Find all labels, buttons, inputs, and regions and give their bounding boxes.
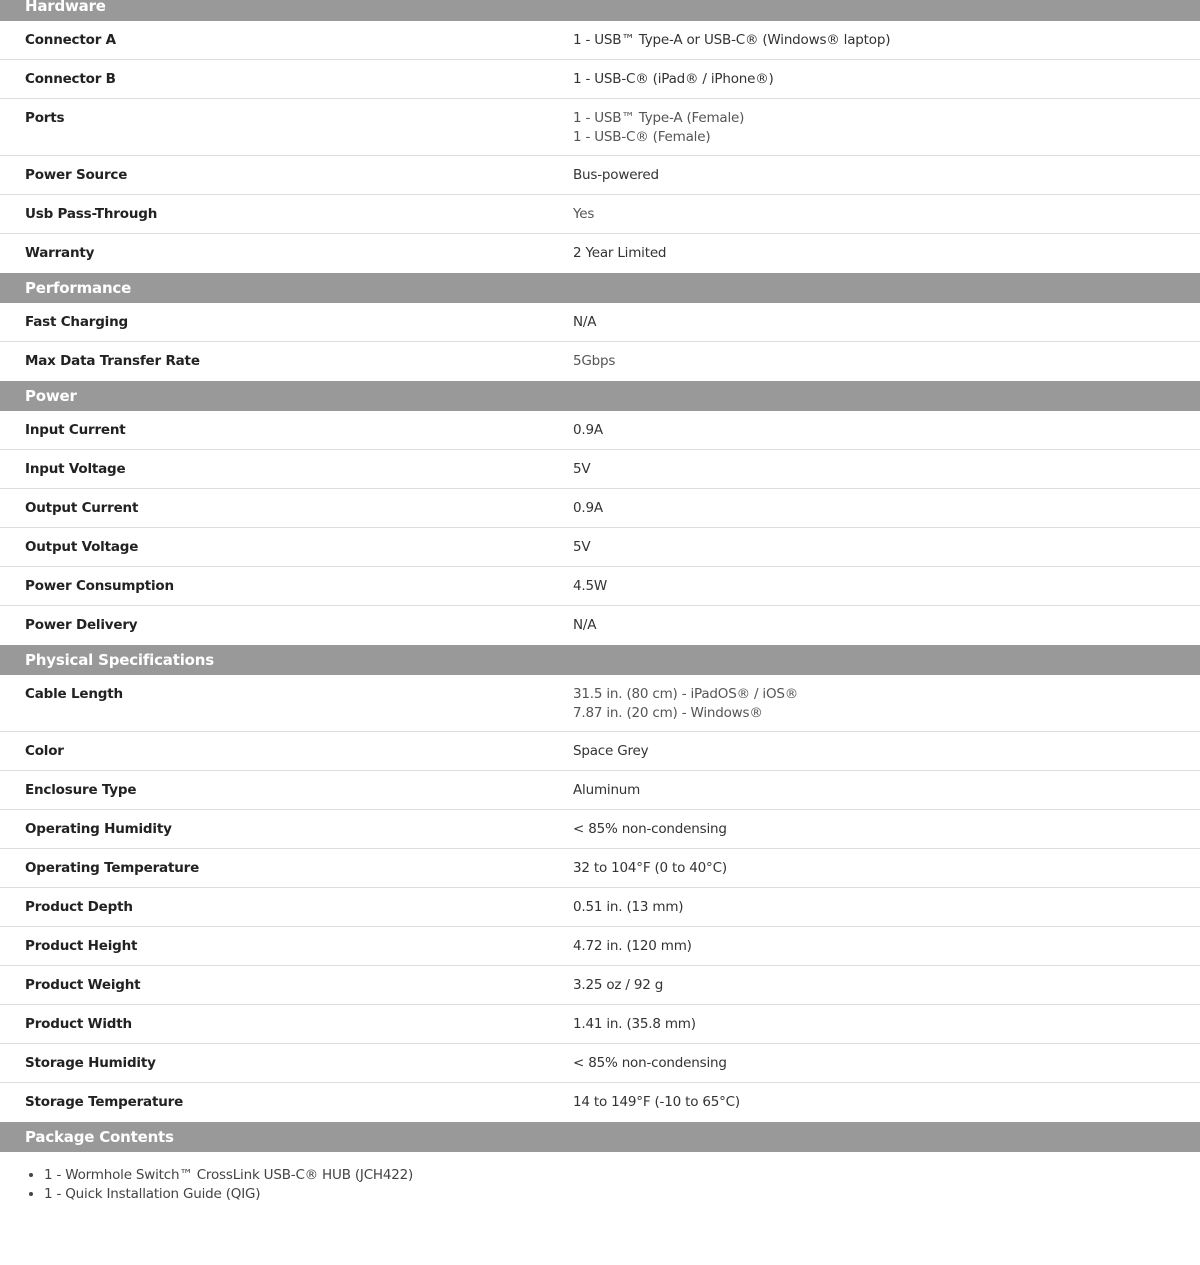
spec-row bbox=[0, 606, 1200, 645]
spec-value: 5V bbox=[573, 539, 591, 555]
spec-label: Max Data Transfer Rate bbox=[25, 353, 200, 369]
spec-row bbox=[0, 888, 1200, 927]
spec-row bbox=[0, 234, 1200, 273]
spec-label: Warranty bbox=[25, 245, 95, 261]
spec-value bbox=[573, 685, 1200, 722]
spec-value: 0.51 in. (13 mm) bbox=[573, 899, 684, 915]
spec-value: Yes bbox=[573, 206, 595, 222]
spec-value: 2 Year Limited bbox=[573, 245, 667, 261]
spec-row bbox=[0, 732, 1200, 771]
spec-value: < 85% non-condensing bbox=[573, 821, 727, 837]
spec-label: Usb Pass-Through bbox=[25, 206, 158, 222]
spec-label: Product Height bbox=[25, 938, 138, 954]
spec-row bbox=[0, 156, 1200, 195]
spec-value: 1 - USB-C® (iPad® / iPhone®) bbox=[573, 71, 774, 87]
spec-row bbox=[0, 21, 1200, 60]
spec-label: Connector A bbox=[25, 32, 116, 48]
section-header-power: Power bbox=[0, 381, 1200, 411]
spec-label: Operating Humidity bbox=[25, 821, 172, 837]
list-item: • 1 - Quick Installation Guide (QIG) bbox=[44, 1185, 1200, 1204]
spec-label: Output Current bbox=[25, 500, 139, 516]
spec-value: Bus-powered bbox=[573, 167, 659, 183]
spec-row bbox=[0, 810, 1200, 849]
spec-value: 4.5W bbox=[573, 578, 608, 594]
spec-label: Product Weight bbox=[25, 977, 141, 993]
spec-row bbox=[0, 675, 1200, 732]
spec-label: Storage Humidity bbox=[25, 1055, 156, 1071]
spec-value: N/A bbox=[573, 314, 597, 330]
spec-value: 32 to 104°F (0 to 40°C) bbox=[573, 860, 727, 876]
spec-row bbox=[0, 1044, 1200, 1083]
spec-label: Enclosure Type bbox=[25, 782, 137, 798]
spec-value: 4.72 in. (120 mm) bbox=[573, 938, 692, 954]
spec-value: 1.41 in. (35.8 mm) bbox=[573, 1016, 696, 1032]
spec-value: < 85% non-condensing bbox=[573, 1055, 727, 1071]
spec-row bbox=[0, 489, 1200, 528]
spec-row bbox=[0, 450, 1200, 489]
spec-row bbox=[0, 342, 1200, 381]
spec-row bbox=[0, 411, 1200, 450]
spec-row bbox=[0, 849, 1200, 888]
spec-row bbox=[0, 966, 1200, 1005]
spec-label: Power Source bbox=[25, 167, 128, 183]
spec-value-line: 1 - USB™ Type-A (Female) bbox=[573, 110, 745, 126]
list-item: • 1 - Wormhole Switch™ CrossLink USB-C® HUB (JCH422) bbox=[44, 1166, 1200, 1185]
package-list bbox=[25, 1166, 1200, 1203]
spec-label: Operating Temperature bbox=[25, 860, 200, 876]
section-header-package: Package Contents bbox=[0, 1122, 1200, 1152]
spec-row bbox=[0, 528, 1200, 567]
spec-row bbox=[0, 1083, 1200, 1122]
section-header-hardware: Hardware bbox=[0, 0, 1200, 21]
spec-label: Color bbox=[25, 743, 64, 759]
spec-value: 5V bbox=[573, 461, 591, 477]
spec-row bbox=[0, 99, 1200, 156]
spec-value: 0.9A bbox=[573, 422, 603, 438]
spec-row bbox=[0, 195, 1200, 234]
spec-value-line: 31.5 in. (80 cm) - iPadOS® / iOS® bbox=[573, 686, 799, 702]
spec-row bbox=[0, 771, 1200, 810]
spec-value: 5Gbps bbox=[573, 353, 616, 369]
spec-label: Cable Length bbox=[25, 686, 123, 702]
spec-label: Product Depth bbox=[25, 899, 133, 915]
spec-value: N/A bbox=[573, 617, 597, 633]
spec-value-line: 1 - USB-C® (Female) bbox=[573, 128, 711, 145]
spec-label: Storage Temperature bbox=[25, 1094, 184, 1110]
spec-label: Input Current bbox=[25, 422, 126, 438]
spec-row bbox=[0, 567, 1200, 606]
section-header-physical: Physical Specifications bbox=[0, 645, 1200, 675]
spec-label: Power Delivery bbox=[25, 617, 138, 633]
spec-value bbox=[573, 109, 1200, 146]
section-header-performance: Performance bbox=[0, 273, 1200, 303]
spec-value: 3.25 oz / 92 g bbox=[573, 977, 664, 993]
spec-row bbox=[0, 1005, 1200, 1044]
spec-value: 1 - USB™ Type-A or USB-C® (Windows® laptop) bbox=[573, 32, 891, 48]
spec-value: Aluminum bbox=[573, 782, 641, 798]
spec-value: 0.9A bbox=[573, 500, 603, 516]
spec-label: Input Voltage bbox=[25, 461, 126, 477]
spec-label: Power Consumption bbox=[25, 578, 174, 594]
spec-value: Space Grey bbox=[573, 743, 649, 759]
spec-label: Fast Charging bbox=[25, 314, 128, 330]
spec-value: 14 to 149°F (-10 to 65°C) bbox=[573, 1094, 740, 1110]
spec-row bbox=[0, 60, 1200, 99]
spec-label: Ports bbox=[25, 110, 65, 126]
spec-row bbox=[0, 927, 1200, 966]
spec-row bbox=[0, 303, 1200, 342]
spec-label: Product Width bbox=[25, 1016, 132, 1032]
package-contents bbox=[0, 1152, 1200, 1203]
spec-label: Connector B bbox=[25, 71, 116, 87]
spec-label: Output Voltage bbox=[25, 539, 139, 555]
spec-value-line: 7.87 in. (20 cm) - Windows® bbox=[573, 704, 763, 721]
